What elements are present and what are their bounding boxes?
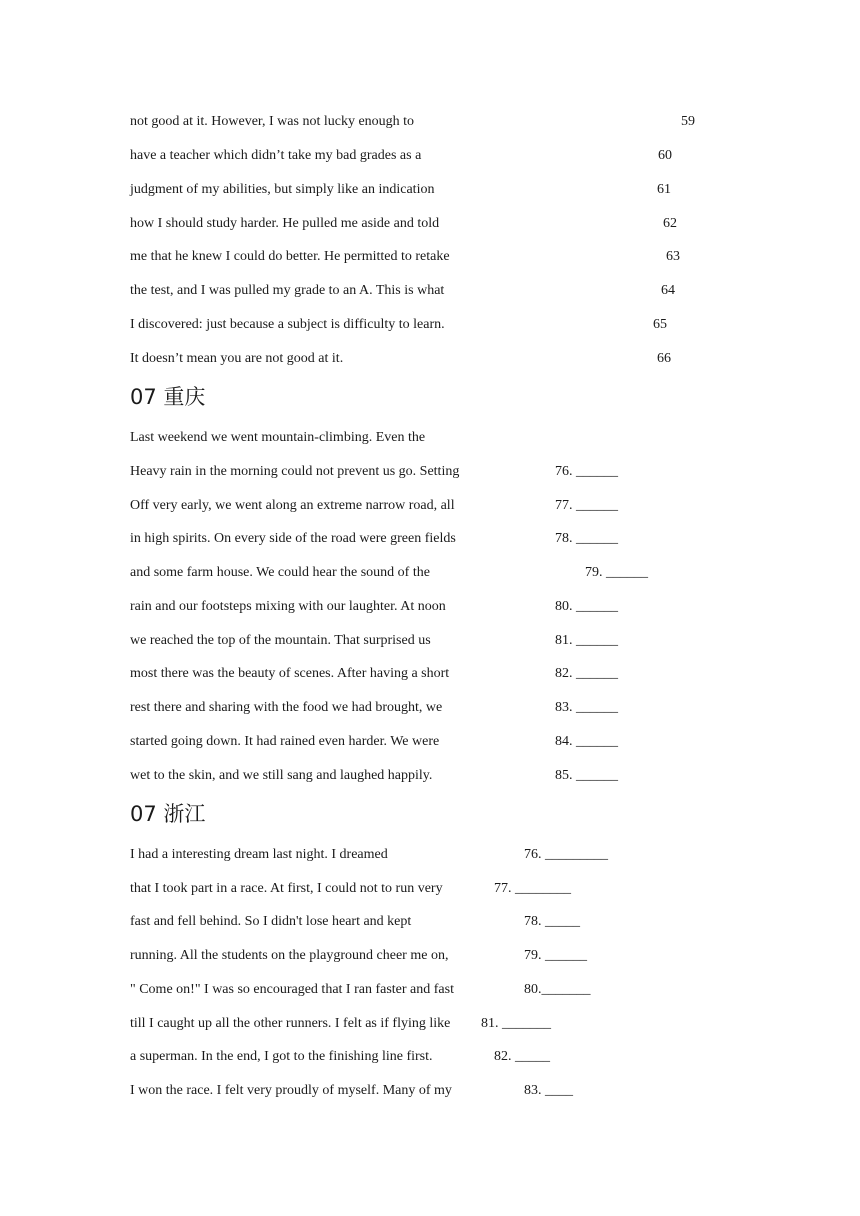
text-line: judgment of my abilities, but simply like an indication: [130, 182, 435, 197]
text-line: " Come on!" I was so encouraged that I ran faster and fast: [130, 982, 454, 997]
question-number: 64: [661, 283, 675, 298]
answer-blank: 85. ______: [555, 768, 618, 783]
answer-blank: 80._______: [524, 982, 591, 997]
text-line: fast and fell behind. So I didn't lose heart and kept: [130, 914, 412, 929]
answer-blank: 79. ______: [524, 948, 587, 963]
answer-blank: 79. ______: [585, 565, 648, 580]
question-number: 61: [657, 182, 671, 197]
text-line: a superman. In the end, I got to the finishing line first.: [130, 1049, 433, 1064]
question-number: 63: [666, 249, 680, 264]
text-line: not good at it. However, I was not lucky enough to: [130, 114, 415, 129]
text-line: how I should study harder. He pulled me aside and told: [130, 216, 440, 231]
text-line: I won the race. I felt very proudly of myself. Many of my: [130, 1083, 452, 1098]
answer-blank: 76. _________: [524, 847, 608, 862]
text-line: that I took part in a race. At first, I could not to run very: [130, 881, 443, 896]
text-line: rest there and sharing with the food we had brought, we: [130, 700, 443, 715]
text-line: and some farm house. We could hear the sound of the: [130, 565, 430, 580]
text-line: rain and our footsteps mixing with our laughter. At noon: [130, 599, 446, 614]
answer-blank: 81. _______: [481, 1016, 551, 1031]
answer-blank: 77. ______: [555, 498, 618, 513]
text-line: Off very early, we went along an extreme narrow road, all: [130, 498, 455, 513]
section-heading: 07 浙江: [130, 802, 206, 826]
question-number: 59: [681, 114, 695, 129]
text-line: It doesn’t mean you are not good at it.: [130, 351, 344, 366]
question-number: 65: [653, 317, 667, 332]
text-line: I had a interesting dream last night. I dreamed: [130, 847, 388, 862]
answer-blank: 76. ______: [555, 464, 618, 479]
question-number: 62: [663, 216, 677, 231]
answer-blank: 77. ________: [494, 881, 571, 896]
question-number: 66: [657, 351, 671, 366]
answer-blank: 84. ______: [555, 734, 618, 749]
question-number: 60: [658, 148, 672, 163]
answer-blank: 82. _____: [494, 1049, 550, 1064]
text-line: in high spirits. On every side of the road were green fields: [130, 531, 456, 546]
answer-blank: 82. ______: [555, 666, 618, 681]
text-line: Last weekend we went mountain-climbing. Even the: [130, 430, 426, 445]
text-line: we reached the top of the mountain. That surprised us: [130, 633, 431, 648]
text-line: till I caught up all the other runners. I felt as if flying like: [130, 1016, 451, 1031]
text-line: I discovered: just because a subject is difficulty to learn.: [130, 317, 445, 332]
answer-blank: 78. _____: [524, 914, 580, 929]
text-line: me that he knew I could do better. He permitted to retake: [130, 249, 450, 264]
text-line: Heavy rain in the morning could not prevent us go. Setting: [130, 464, 460, 479]
answer-blank: 80. ______: [555, 599, 618, 614]
answer-blank: 83. ______: [555, 700, 618, 715]
text-line: started going down. It had rained even harder. We were: [130, 734, 440, 749]
text-line: the test, and I was pulled my grade to an A. This is what: [130, 283, 445, 298]
text-line: wet to the skin, and we still sang and laughed happily.: [130, 768, 433, 783]
text-line: have a teacher which didn’t take my bad grades as a: [130, 148, 422, 163]
answer-blank: 83. ____: [524, 1083, 573, 1098]
text-line: running. All the students on the playground cheer me on,: [130, 948, 449, 963]
section-heading: 07 重庆: [130, 385, 206, 409]
answer-blank: 78. ______: [555, 531, 618, 546]
answer-blank: 81. ______: [555, 633, 618, 648]
text-line: most there was the beauty of scenes. After having a short: [130, 666, 450, 681]
